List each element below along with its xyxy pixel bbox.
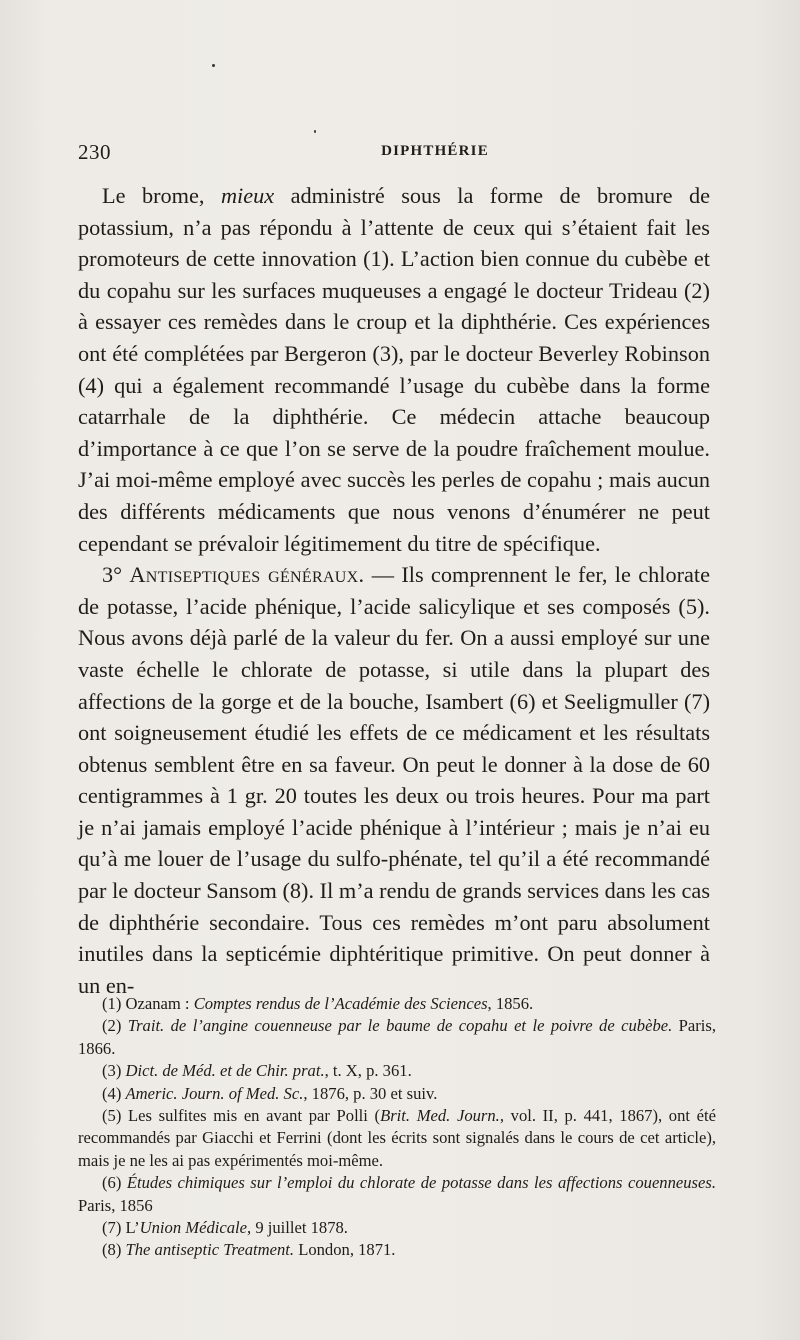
footnote-text: (7) L’ [102, 1218, 140, 1238]
footnote-text: Paris, 1856 [78, 1195, 153, 1215]
footnote-text: , t. X, p. 361. [324, 1061, 412, 1081]
paragraph-1-start: Le brome, [102, 183, 221, 208]
print-speck [212, 64, 215, 67]
footnote-6 [78, 1172, 716, 1217]
footnote-title: Comptes rendus de l’Académie des Sciences [193, 994, 488, 1013]
footnote-text: London, 1871. [294, 1240, 396, 1260]
paragraph-2-text: — Ils comprennent le fer, le chlorate de potasse, l’acide phénique, l’acide salicylique et ses composés (5). Nous avons déjà parlé de la valeur du fer. On a aussi employé sur une vaste échelle le chlorate de potasse, si utile dans la plupart des affections de la gorge et de la bouche, Isambert (6) et Seeligmuller (7) ont soigneusement étudié les effets de ce médicament et les résultats obtenus semblent être en sa faveur. On peut le donner à la dose de 60 centigrammes à 1 gr. 20 toutes les deux ou trois heures. Pour ma part je n’ai jamais employé l’acide phénique à l’intérieur ; mais je n’ai eu qu’à me louer de l’usage du sulfo-phénate, tel qu’il a été recommandé par le docteur Sansom (8). Il m’a rendu de grands services dans les cas de diphthérie secondaire. Tous ces remèdes m’ont paru absolument inutiles dans la septicémie diphtéritique primitive. On peut donner à un en- [78, 562, 710, 998]
footnote-title: Trait. de l’angine couenneuse par le baume de copahu et le poivre de cubèbe. [127, 1016, 673, 1036]
footnote-3 [78, 1060, 716, 1082]
footnote-8 [78, 1239, 716, 1261]
footnote-5 [78, 1105, 716, 1172]
footnote-4 [78, 1083, 716, 1105]
footnote-title: Dict. de Méd. et de Chir. prat. [125, 1061, 325, 1081]
footnote-title: Brit. Med. Journ. [380, 1106, 500, 1126]
footnote-title: Americ. Journ. of Med. Sc. [125, 1083, 304, 1103]
footnote-text: Paris, 1866. [78, 1016, 716, 1058]
page-number: 230 [78, 140, 111, 164]
section-number: 3° [102, 562, 130, 588]
footnote-text: (1) Ozanam : [102, 994, 194, 1013]
section-heading: Antiseptiques généraux. [129, 562, 365, 588]
paragraph-2 [78, 559, 710, 1001]
paragraph-1 [78, 180, 710, 559]
footnote-7 [78, 1217, 716, 1239]
footnote-text: (6) [102, 1173, 127, 1193]
footnote-text: , 1876, p. 30 et suiv. [303, 1083, 438, 1103]
running-title: DIPHTHÉRIE [381, 143, 489, 159]
footnote-text: , 1856. [487, 994, 534, 1013]
footnote-title: Études chimiques sur l’emploi du chlorate de potasse dans les affections couenneuses. [126, 1173, 716, 1193]
print-speck [314, 130, 316, 133]
footnote-text: (3) [102, 1061, 126, 1081]
footnotes [78, 993, 716, 1262]
footnote-text: (5) Les sulfites mis en avant par Polli ( [102, 1106, 381, 1126]
footnote-text: , vol. II, p. 441, 1867), ont été recommandés par Giacchi et Ferrini (dont les écrits sont signalés dans le cours de cet article), mais je ne les ai pas expérimentés moi-même. [78, 1106, 716, 1170]
page-header [78, 140, 710, 170]
footnote-text: (2) [102, 1016, 128, 1036]
paragraph-1-rest: administré sous la forme de bromure de potassium, n’a pas répondu à l’attente de ceux qui s’étaient fait les promoteurs de cette innovation (1). L’action bien connue du cubèbe et du copahu sur les surfaces muqueuses a engagé le docteur Trideau (2) à essayer ces remèdes dans le croup et la diphthérie. Ces expériences ont été complétées par Bergeron (3), par le docteur Beverley Robinson (4) qui a également recommandé l’usage du cubèbe dans la forme catarrhale de la diphthérie. Ce médecin attache beaucoup d’importance à ce que l’on se serve de la poudre fraîchement moulue. J’ai moi-même employé avec succès les perles de copahu ; mais aucun des différents médicaments que nous venons d’énumérer ne peut cependant se prévaloir légitimement du titre de spécifique. [78, 183, 710, 556]
emphasis-mieux: mieux [220, 183, 275, 208]
body-text [78, 180, 710, 1001]
footnote-text: (4) [102, 1083, 126, 1103]
footnote-title: The antiseptic Treatment. [125, 1240, 295, 1260]
footnote-2 [78, 1015, 716, 1060]
footnote-1 [78, 993, 716, 1015]
footnote-title: Union Médicale [139, 1218, 248, 1238]
footnote-text: (8) [102, 1240, 126, 1260]
footnote-text: , 9 juillet 1878. [247, 1218, 348, 1238]
